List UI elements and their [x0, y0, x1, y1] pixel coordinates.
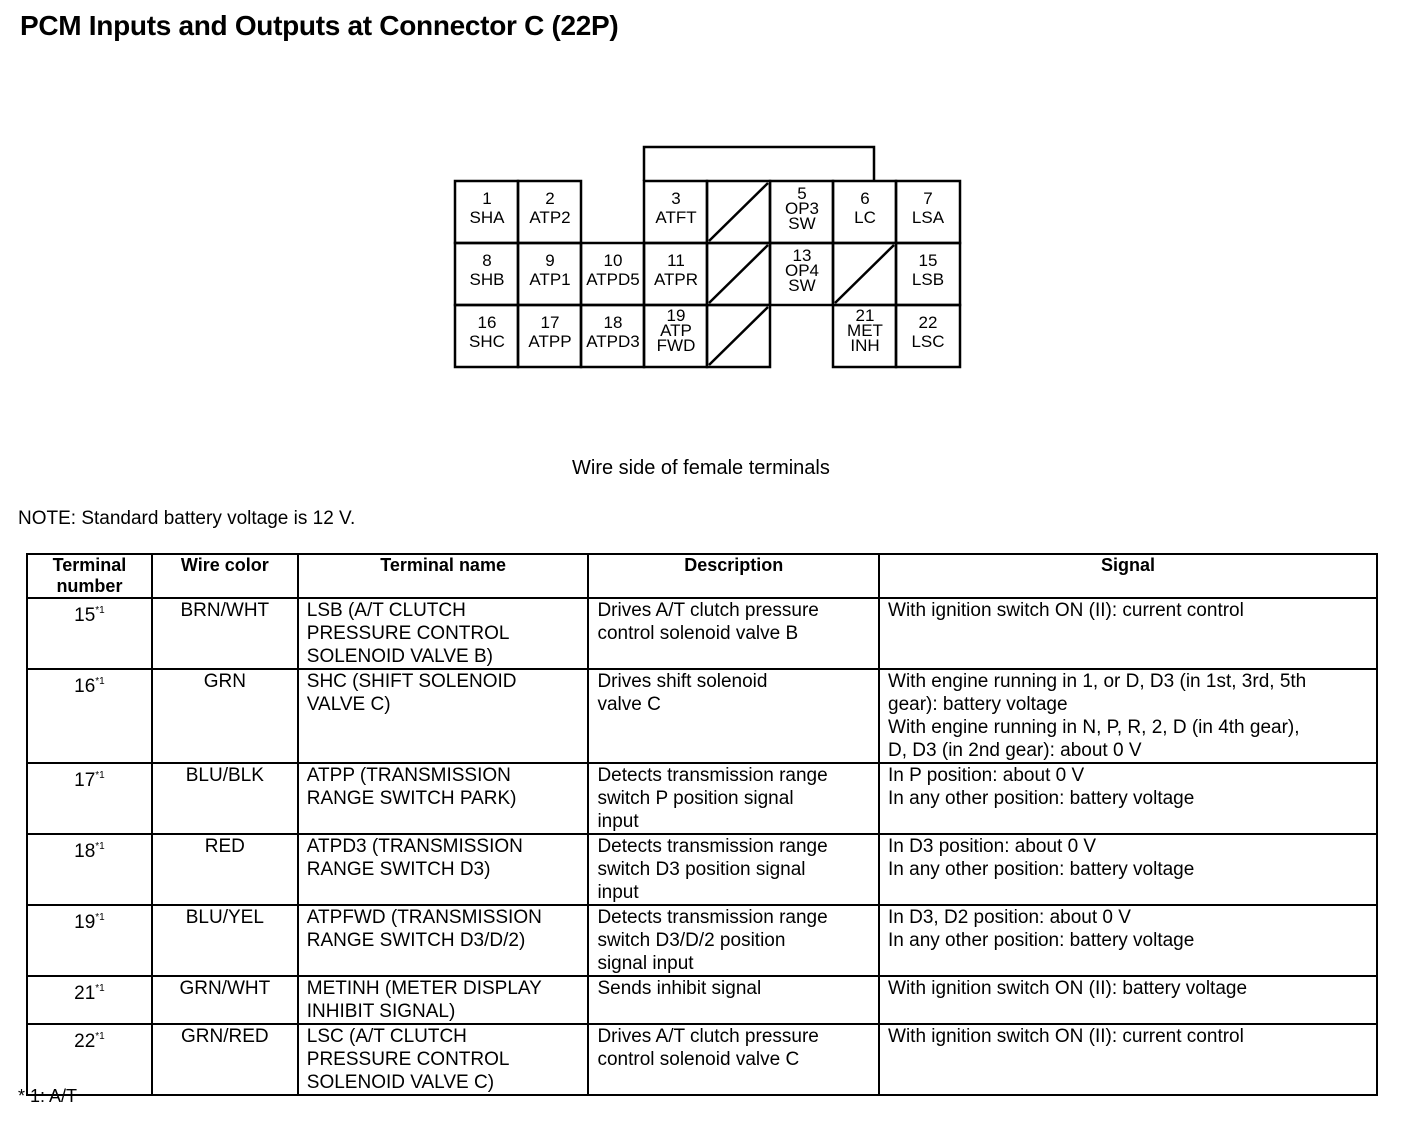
terminal-cell: 19 ATP FWD [656, 306, 696, 355]
signal: With ignition switch ON (II): current control [879, 1024, 1377, 1095]
header-signal: Signal [879, 554, 1377, 598]
wire-color: GRN/RED [152, 1024, 298, 1095]
terminal-number: 22$^{*1}$ [27, 1024, 152, 1095]
wire-color: GRN [152, 669, 298, 763]
footnote: * 1: A/T [18, 1086, 78, 1106]
terminal-number: 15$^{*1}$ [27, 598, 152, 669]
description: Detects transmission range switch P position signal input [588, 763, 879, 834]
signal: In P position: about 0 V In any other position: battery voltage [879, 763, 1377, 834]
terminal-cell: 22 LSC [911, 313, 945, 351]
terminal-cell: 3 ATFT [655, 189, 697, 227]
header-description: Description [588, 554, 879, 598]
signal: In D3, D2 position: about 0 V In any other position: battery voltage [879, 905, 1377, 976]
terminal-number: 19$^{*1}$ [27, 905, 152, 976]
header-terminal-name: Terminal name [298, 554, 589, 598]
connector-diagram [452, 145, 964, 370]
signal: In D3 position: about 0 V In any other position: battery voltage [879, 834, 1377, 905]
table-row [27, 669, 1377, 763]
terminal-cell: 21 MET INH [847, 306, 883, 355]
table-header-row [27, 554, 1377, 598]
signal: With ignition switch ON (II): battery voltage [879, 976, 1377, 1024]
terminal-name: ATPP (TRANSMISSION RANGE SWITCH PARK) [298, 763, 589, 834]
table-row [27, 834, 1377, 905]
terminal-number: 16$^{*1}$ [27, 669, 152, 763]
terminal-cell: 16 SHC [469, 313, 505, 351]
terminal-cell: 17 ATPP [528, 313, 572, 351]
terminal-cell: 9 ATP1 [529, 251, 571, 289]
terminal-table [26, 553, 1378, 1096]
terminal-cell: 11 ATPR [653, 251, 699, 289]
terminal-name: ATPD3 (TRANSMISSION RANGE SWITCH D3) [298, 834, 589, 905]
wire-color: BRN/WHT [152, 598, 298, 669]
table-row [27, 976, 1377, 1024]
page-title: PCM Inputs and Outputs at Connector C (22P) [20, 10, 619, 41]
signal: With ignition switch ON (II): current control [879, 598, 1377, 669]
terminal-name: LSC (A/T CLUTCH PRESSURE CONTROL SOLENOID VALVE C) [298, 1024, 589, 1095]
terminal-number: 18$^{*1}$ [27, 834, 152, 905]
terminal-name: ATPFWD (TRANSMISSION RANGE SWITCH D3/D/2) [298, 905, 589, 976]
terminal-cell: 18 ATPD3 [586, 313, 640, 351]
terminal-number: 17$^{*1}$ [27, 763, 152, 834]
description: Drives shift solenoid valve C [588, 669, 879, 763]
signal: With engine running in 1, or D, D3 (in 1st, 3rd, 5th gear): battery voltage With engine running in N, P, R, 2, D (in 4th gear), D, D3 (in 2nd gear): about 0 V [879, 669, 1377, 763]
terminal-name: SHC (SHIFT SOLENOID VALVE C) [298, 669, 589, 763]
table-row [27, 763, 1377, 834]
wire-color: GRN/WHT [152, 976, 298, 1024]
wire-color: BLU/YEL [152, 905, 298, 976]
terminal-cell: 8 SHB [469, 251, 505, 289]
table-row [27, 905, 1377, 976]
description: Detects transmission range switch D3 position signal input [588, 834, 879, 905]
note-text: NOTE: Standard battery voltage is 12 V. [18, 508, 356, 529]
terminal-name: LSB (A/T CLUTCH PRESSURE CONTROL SOLENOID VALVE B) [298, 598, 589, 669]
terminal-cell: 1 SHA [469, 189, 505, 227]
description: Sends inhibit signal [588, 976, 879, 1024]
description: Drives A/T clutch pressure control solenoid valve C [588, 1024, 879, 1095]
description: Detects transmission range switch D3/D/2 position signal input [588, 905, 879, 976]
table-row [27, 1024, 1377, 1095]
terminal-number: 21$^{*1}$ [27, 976, 152, 1024]
terminal-cell: 2 ATP2 [529, 189, 571, 227]
wire-color: RED [152, 834, 298, 905]
terminal-cell: 13 OP4 SW [784, 246, 820, 295]
terminal-cell: 6 LC [854, 189, 876, 227]
terminal-name: METINH (METER DISPLAY INHIBIT SIGNAL) [298, 976, 589, 1024]
header-terminal-number: Terminal number [27, 554, 152, 598]
terminal-cell: 7 LSA [911, 189, 945, 227]
connector-caption: Wire side of female terminals [572, 457, 830, 479]
terminal-cell: 15 LSB [911, 251, 945, 289]
terminal-cell: 5 OP3 SW [784, 184, 820, 233]
terminal-cell: 10 ATPD5 [586, 251, 640, 289]
table-row [27, 598, 1377, 669]
description: Drives A/T clutch pressure control solenoid valve B [588, 598, 879, 669]
wire-color: BLU/BLK [152, 763, 298, 834]
header-wire-color: Wire color [152, 554, 298, 598]
